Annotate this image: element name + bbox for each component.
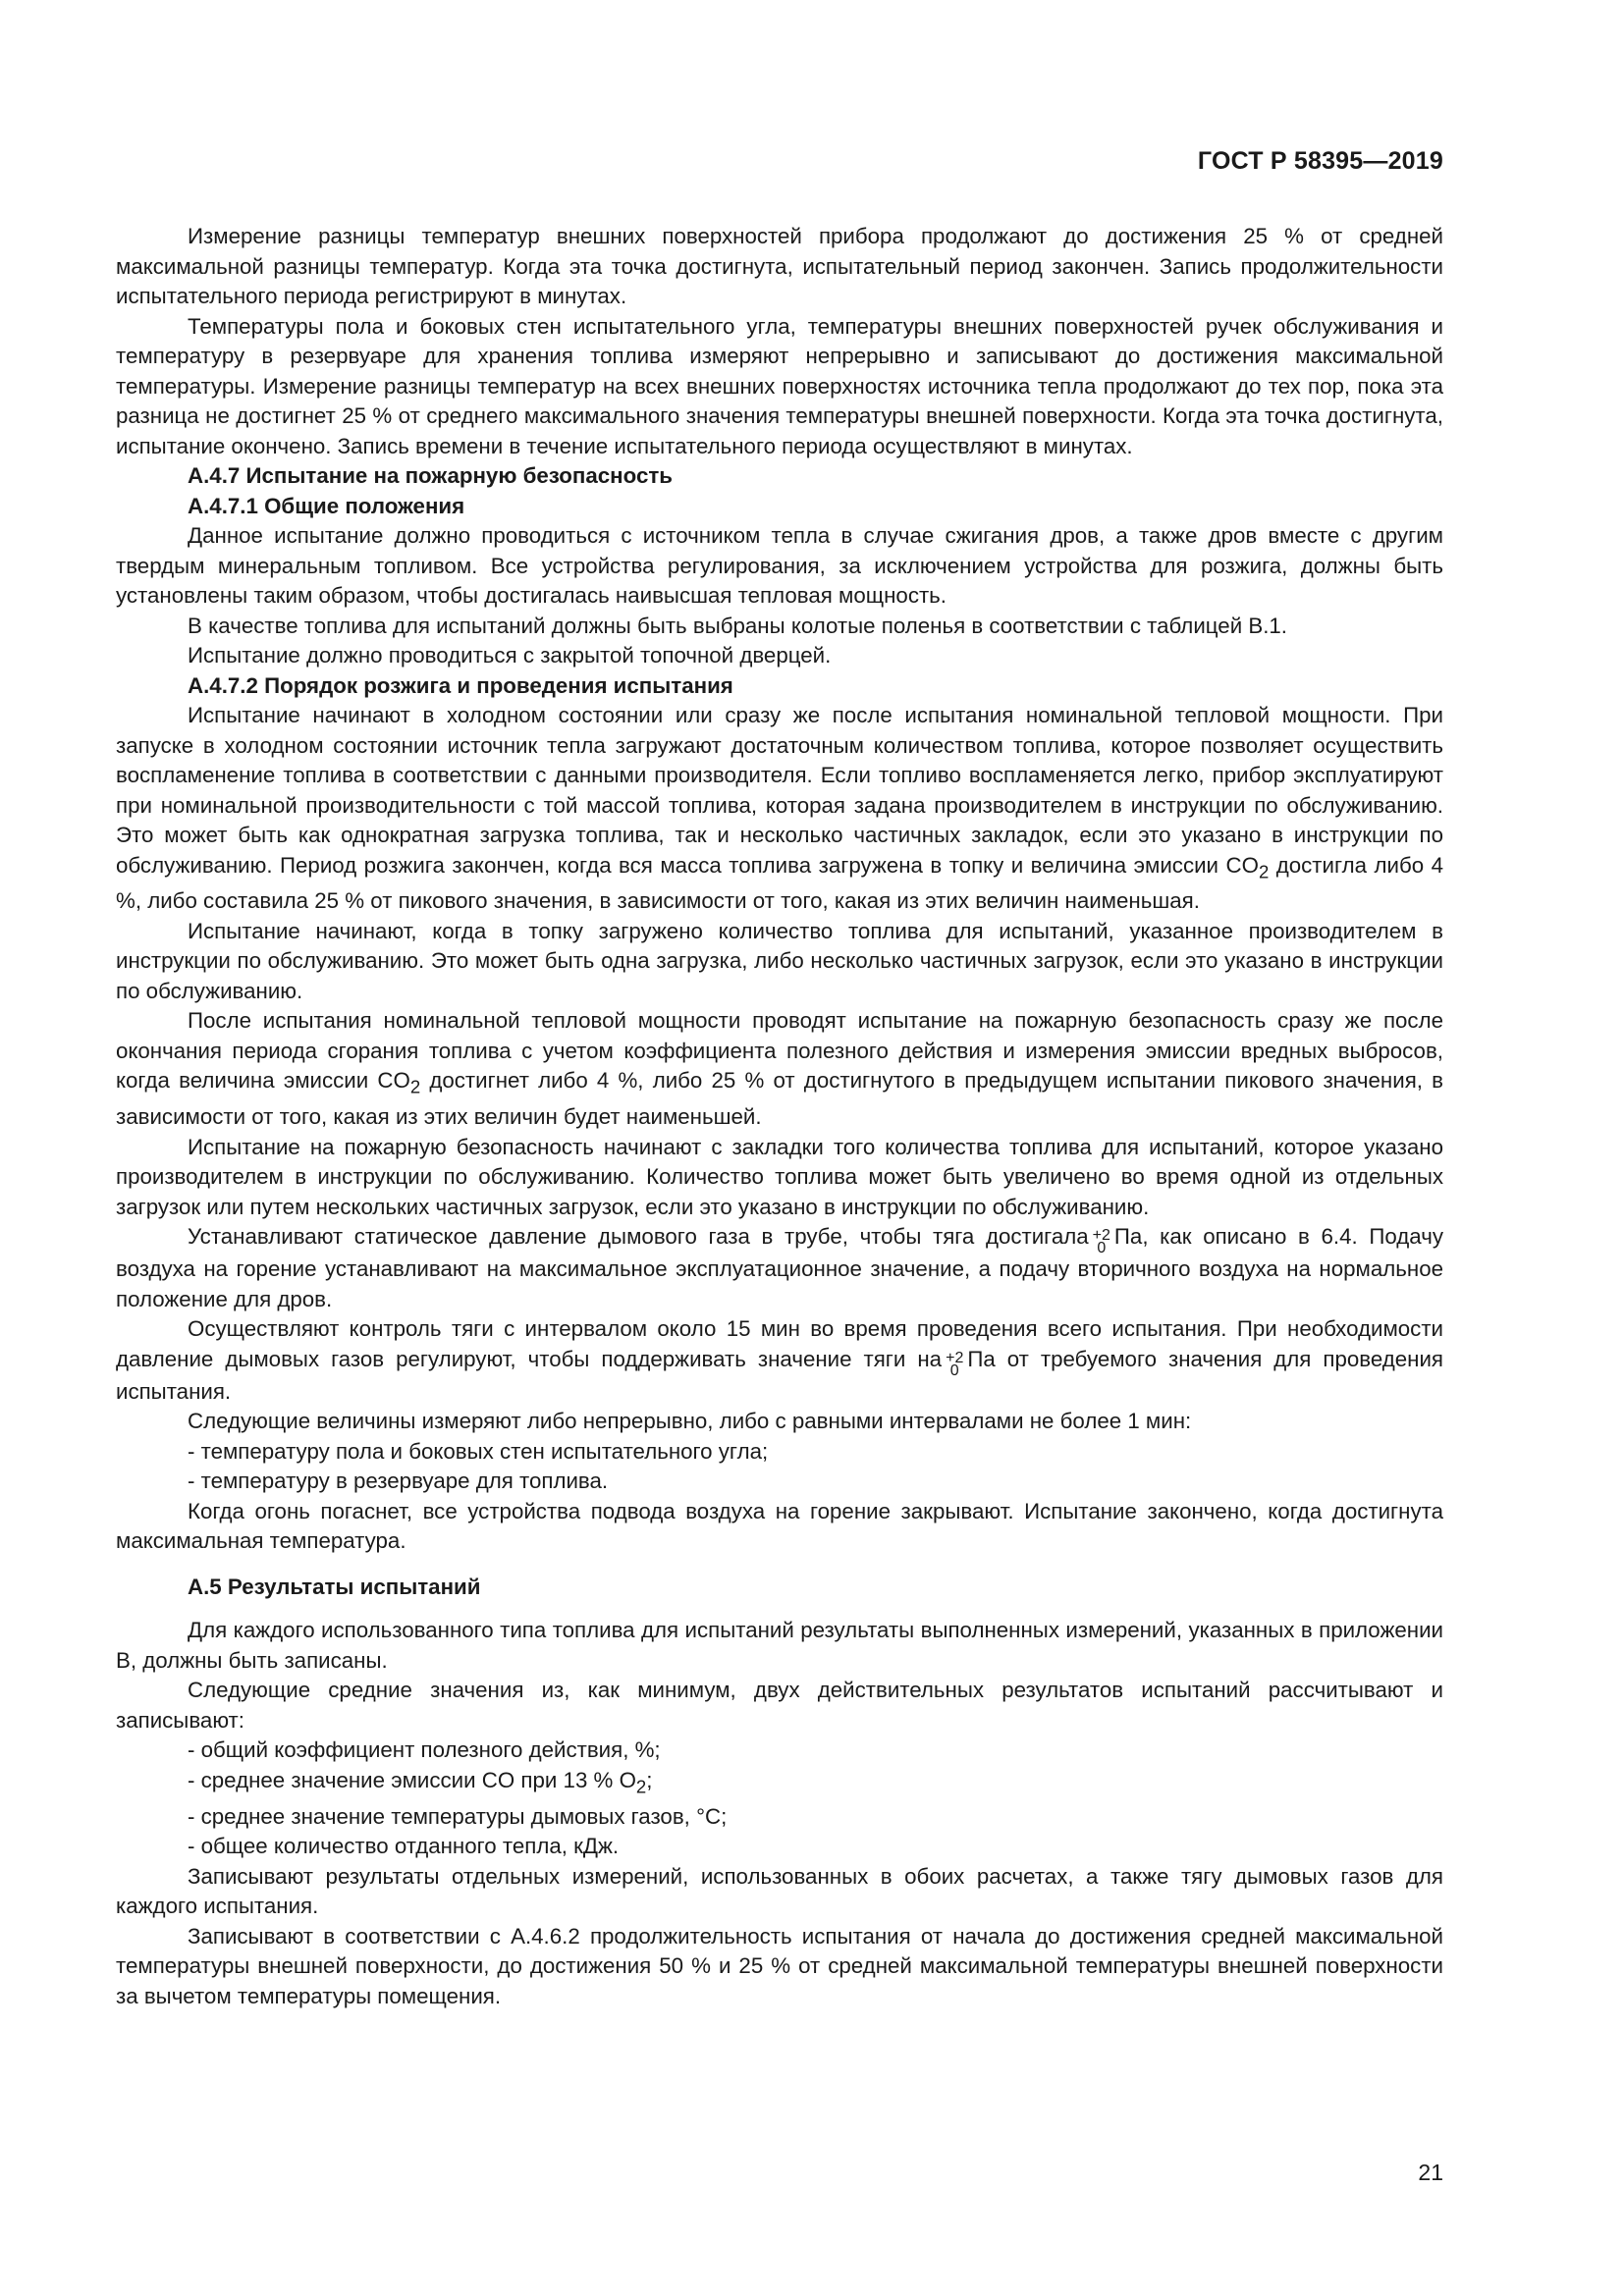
subscript: 2 [635,1776,647,1797]
paragraph: Для каждого использованного типа топлива для испытаний результаты выполненных измерений, указанных в приложении В, должны быть записаны. [116,1618,1443,1673]
section-heading-a471: А.4.7.1 Общие положения [188,493,465,518]
tolerance-lower: 0 [1097,1240,1107,1257]
paragraph: Записывают в соответствии с А.4.6.2 продолжительность испытания от начала до достижения средней максимальной температуры внешней поверхности, до достижения 50 % и 25 % от средней максимальной температуры внешней поверхности за вычетом температуры помещения. [116,1923,1443,2008]
subscript: 2 [409,1076,421,1097]
list-item: - общий коэффициент полезного действия, %; [188,1737,661,1763]
text-run: - среднее значение эмиссии CO при 13 % O [188,1767,636,1792]
subscript: 2 [1258,860,1270,881]
paragraph: Когда огонь погаснет, все устройства подвода воздуха на горение закрывают. Испытание закончено, когда достигнута максимальная температура. [116,1498,1443,1554]
tolerance-lower: 0 [949,1362,959,1379]
paragraph: Данное испытание должно проводиться с источником тепла в случае сжигания дров, а также дров вместе с другим твердым минеральным топливом. Все устройства регулирования, за исключением устройства для розжига, должны быть установлены таким образом, чтобы достигалась наивысшая тепловая мощность. [116,523,1443,608]
paragraph [116,701,1443,917]
paragraph: Записывают результаты отдельных измерений, использованных в обоих расчетах, а также тягу дымовых газов для каждого испытания. [116,1863,1443,1919]
list-item [116,1766,1443,1802]
paragraph: Испытание должно проводиться с закрытой топочной дверцей. [188,643,832,667]
paragraph: Испытание начинают, когда в топку загружено количество топлива для испытаний, указанное производителем в инструкции по обслуживанию. Это может быть одна загрузка, либо несколько частичных загрузок, если это указано в инструкции по обслуживанию. [116,918,1443,1003]
text-run: После испытания номинальной тепловой мощности проводят испытание на пожарную безопасность сразу же после окончания периода сгорания топлива с учетом коэффициента полезного действия и измерения эмиссии вредных выбросов, когда величина эмиссии CO [116,1008,1443,1094]
list-item: - среднее значение температуры дымовых газов, °С; [188,1803,728,1829]
list-item: - общее количество отданного тепла, кДж. [188,1834,620,1859]
text-run: Па от требуемого значения для проведения испытания. [116,1346,1443,1404]
section-heading-a47: А.4.7 Испытание на пожарную безопасность [188,463,673,488]
text-run: Па, как описано в 6.4. Подачу воздуха на горение устанавливают на максимальное эксплуатационное значение, а подачу вторичного воздуха на нормальное положение для дров. [116,1224,1443,1311]
page-number: 21 [1418,2160,1443,2185]
paragraph [116,1314,1443,1407]
tolerance-upper: +2 [1092,1227,1110,1245]
text-run: Устанавливают статическое давление дымового газа в трубе, чтобы тяга достигала [188,1224,1089,1250]
list-item: - температуру пола и боковых стен испытательного угла; [188,1438,769,1464]
paragraph: Измерение разницы температур внешних поверхностей прибора продолжают до достижения 25 % от средней максимальной разницы температур. Когда эта точка достигнута, испытательный период закончен. Запись продолжительности испытательного периода регистрируют в минутах. [116,224,1443,308]
paragraph: В качестве топлива для испытаний должны быть выбраны колотые поленья в соответствии с таблицей В.1. [188,613,1288,638]
paragraph [116,1222,1443,1314]
standard-code-header: ГОСТ Р 58395—2019 [1197,147,1443,175]
text-run: достигла либо 4 %, либо составила 25 % от пикового значения, в зависимости от того, какая из этих величин наименьшая. [116,852,1443,914]
section-heading-a472: А.4.7.2 Порядок розжига и проведения испытания [188,672,733,698]
list-item: - температуру в резервуаре для топлива. [188,1468,609,1494]
body-text [116,222,1443,2011]
tolerance-upper: +2 [946,1349,964,1366]
tolerance-notation [1093,1229,1110,1255]
paragraph: Испытание на пожарную безопасность начинают с закладки того количества топлива для испытаний, которое указано производителем в инструкции по обслуживанию. Количество топлива может быть увеличено во время одной из отдельных загрузок или путем нескольких частичных загрузок, если это указано в инструкции по обслуживанию. [116,1134,1443,1219]
text-run: ; [646,1767,653,1792]
section-heading-a5: А.5 Результаты испытаний [188,1574,481,1599]
tolerance-notation [946,1349,964,1379]
text-run: Осуществляют контроль тяги с интервалом около 15 мин во время проведения всего испытания. При необходимости давление дымовых газов регулируют, чтобы поддерживать значение тяги на [116,1316,1443,1371]
paragraph: Следующие величины измеряют либо непрерывно, либо с равными интервалами не более 1 мин: [188,1409,1192,1434]
text-run: достигнет либо 4 %, либо 25 % от достигнутого в предыдущем испытании пикового значения, в зависимости от того, какая из этих величин будет наименьшей. [116,1068,1443,1130]
paragraph [116,1006,1443,1132]
paragraph: Следующие средние значения из, как минимум, двух действительных результатов испытаний рассчитывают и записывают: [116,1678,1443,1733]
paragraph: Температуры пола и боковых стен испытательного угла, температуры внешних поверхностей ручек обслуживания и температуру в резервуаре для хранения топлива измеряют непрерывно и записывают до достижения максимальной температуры. Измерение разницы температур на всех внешних поверхностях источника тепла продолжают до тех пор, пока эта разница не достигнет 25 % от среднего максимального значения температуры внешней поверхности. Когда эта точка достигнута, испытание окончено. Запись времени в течение испытательного периода осуществляют в минутах. [116,313,1443,458]
text-run: Испытание начинают в холодном состоянии или сразу же после испытания номинальной тепловой мощности. При запуске в холодном состоянии источник тепла загружают достаточным количеством топлива, которое позволяет осуществить воспламенение топлива в соответствии с данными производителя. Если топливо воспламеняется легко, прибор эксплуатируют при номинальной производительности с той массой топлива, которая задана производителем в инструкции по обслуживанию. Это может быть как однократная загрузка топлива, так и несколько частичных закладок, если это указано в инструкции по обслуживанию. Период розжига закончен, когда вся масса топлива загружена в топку и величина эмиссии CO [116,703,1443,878]
